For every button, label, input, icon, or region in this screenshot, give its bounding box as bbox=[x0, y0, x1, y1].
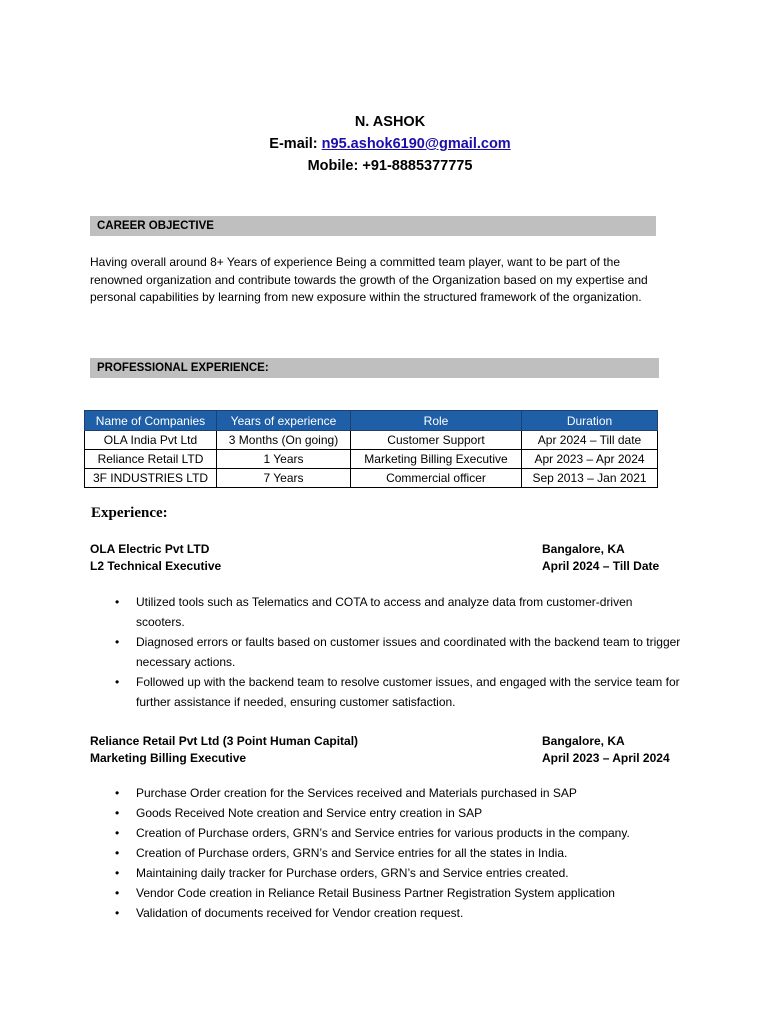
table-cell: Commercial officer bbox=[351, 469, 522, 488]
list-item: • Creation of Purchase orders, GRN’s and Service entries for various products in the company. bbox=[112, 823, 682, 843]
table-row bbox=[85, 431, 658, 450]
table-cell: Customer Support bbox=[351, 431, 522, 450]
job-header-left bbox=[90, 541, 221, 575]
job-company: Reliance Retail Pvt Ltd (3 Point Human Capital) bbox=[90, 734, 359, 748]
resume-header bbox=[0, 111, 768, 177]
job-header-left bbox=[90, 733, 358, 767]
table-cell: 7 Years bbox=[217, 469, 351, 488]
table-cell: 1 Years bbox=[217, 450, 351, 469]
job-dates: April 2024 – Till Date bbox=[542, 559, 660, 573]
candidate-name: N. ASHOK bbox=[354, 114, 426, 130]
job-header-right bbox=[542, 733, 670, 767]
list-item: • Goods Received Note creation and Service entry creation in SAP bbox=[112, 803, 682, 823]
email-label: E-mail: bbox=[269, 136, 318, 152]
table-cell: OLA India Pvt Ltd bbox=[85, 431, 217, 450]
table-cell: Marketing Billing Executive bbox=[351, 450, 522, 469]
professional-experience-heading: PROFESSIONAL EXPERIENCE: bbox=[90, 358, 659, 378]
job-bullets bbox=[112, 783, 682, 923]
job-location: Bangalore, KA bbox=[542, 734, 625, 748]
list-item: • Followed up with the backend team to resolve customer issues, and engaged with the service team for further assistance if needed, ensuring customer satisfaction. bbox=[112, 672, 682, 712]
table-cell: 3 Months (On going) bbox=[217, 431, 351, 450]
job-title: L2 Technical Executive bbox=[90, 559, 222, 573]
career-objective-text: Having overall around 8+ Years of experience Being a committed team player, want to be part of the renowned organization and contribute towards the growth of the Organization based on my expertise and personal capabilities by learning from new exposure within the structured framework of the organization. bbox=[90, 255, 648, 304]
table-cell: Apr 2024 – Till date bbox=[522, 431, 658, 450]
table-row bbox=[85, 469, 658, 488]
list-item: • Validation of documents received for Vendor creation request. bbox=[112, 903, 682, 923]
column-header: Years of experience bbox=[217, 411, 351, 431]
table-cell: Sep 2013 – Jan 2021 bbox=[522, 469, 658, 488]
job-bullets bbox=[112, 592, 682, 712]
experience-heading: Experience: bbox=[91, 505, 168, 521]
job-company: OLA Electric Pvt LTD bbox=[90, 542, 210, 556]
career-objective-heading: CAREER OBJECTIVE bbox=[90, 216, 656, 236]
table-row bbox=[85, 450, 658, 469]
table-cell: 3F INDUSTRIES LTD bbox=[85, 469, 217, 488]
table-header-row bbox=[85, 411, 658, 431]
list-item: • Diagnosed errors or faults based on customer issues and coordinated with the backend team to trigger necessary actions. bbox=[112, 632, 682, 672]
experience-table bbox=[84, 410, 658, 488]
email-line bbox=[0, 133, 768, 155]
list-item: • Maintaining daily tracker for Purchase orders, GRN’s and Service entries created. bbox=[112, 863, 682, 883]
job-header-right bbox=[542, 541, 659, 575]
list-item: • Utilized tools such as Telematics and COTA to access and analyze data from customer-driven scooters. bbox=[112, 592, 682, 632]
list-item: • Purchase Order creation for the Services received and Materials purchased in SAP bbox=[112, 783, 682, 803]
list-item: • Creation of Purchase orders, GRN’s and Service entries for all the states in India. bbox=[112, 843, 682, 863]
table-cell: Apr 2023 – Apr 2024 bbox=[522, 450, 658, 469]
column-header: Role bbox=[351, 411, 522, 431]
column-header: Name of Companies bbox=[85, 411, 217, 431]
list-item: • Vendor Code creation in Reliance Retail Business Partner Registration System application bbox=[112, 883, 682, 903]
job-location: Bangalore, KA bbox=[542, 542, 625, 556]
table-cell: Reliance Retail LTD bbox=[85, 450, 217, 469]
job-dates: April 2023 – April 2024 bbox=[542, 751, 670, 765]
mobile-line: Mobile: +91-8885377775 bbox=[307, 158, 473, 174]
column-header: Duration bbox=[522, 411, 658, 431]
email-link[interactable]: n95.ashok6190@gmail.com bbox=[321, 136, 511, 152]
job-title: Marketing Billing Executive bbox=[90, 751, 247, 765]
